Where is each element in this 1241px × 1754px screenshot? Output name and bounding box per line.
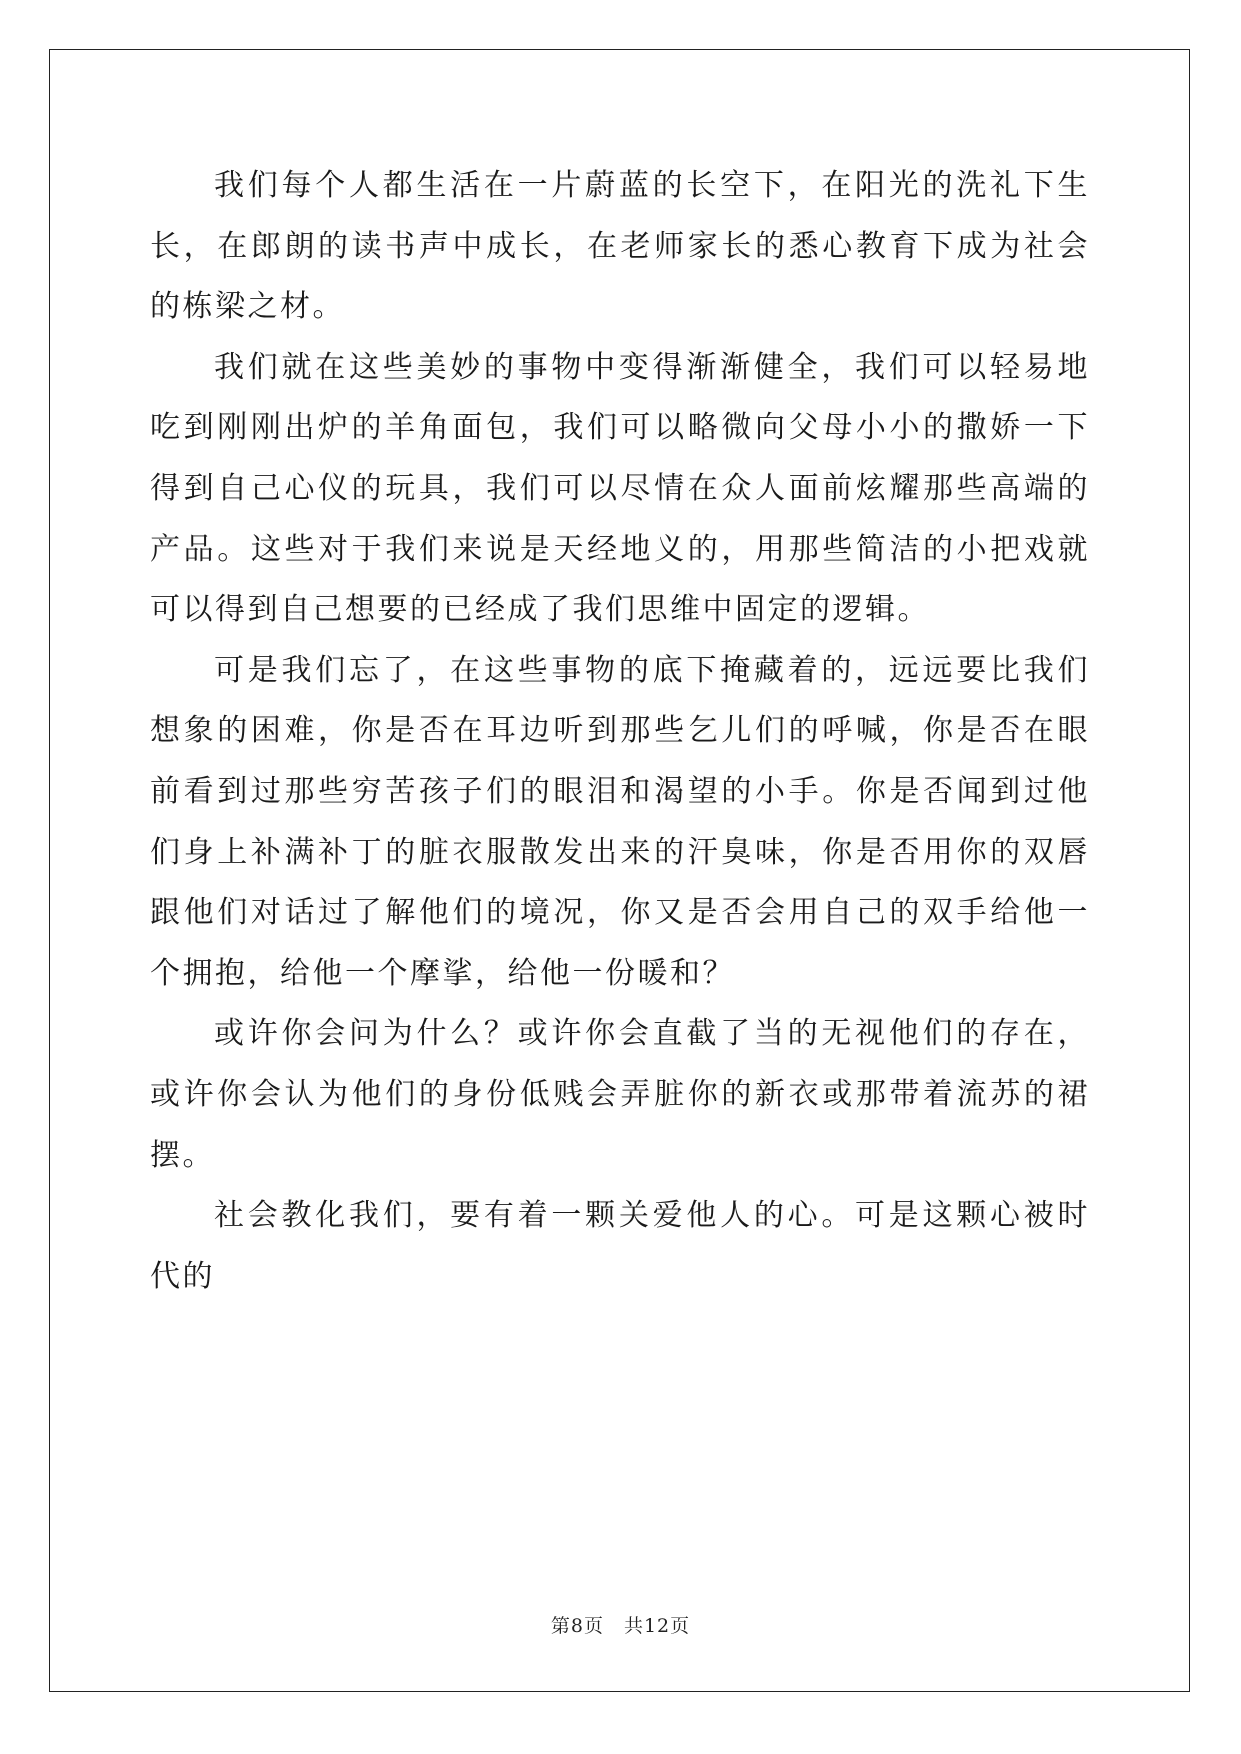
document-body (150, 156, 1090, 1307)
paragraph-1: 我们每个人都生活在一片蔚蓝的长空下，在阳光的洗礼下生长，在郎朗的读书声中成长，在老师家长的悉心教育下成为社会的栋梁之材。 (150, 168, 1090, 325)
paragraph-3: 可是我们忘了，在这些事物的底下掩藏着的，远远要比我们想象的困难，你是否在耳边听到那些乞儿们的呼喊，你是否在眼前看到过那些穷苦孩子们的眼泪和渴望的小手。你是否闻到过他们身上补满补丁的脏衣服散发出来的汗臭味，你是否用你的双唇跟他们对话过了解他们的境况，你又是否会用自己的双手给他一个拥抱，给他一个摩挲，给他一份暖和？ (150, 652, 1090, 991)
paragraph-2: 我们就在这些美妙的事物中变得渐渐健全，我们可以轻易地吃到刚刚出炉的羊角面包，我们可以略微向父母小小的撒娇一下得到自己心仪的玩具，我们可以尽情在众人面前炫耀那些高端的产品。这些对于我们来说是天经地义的，用那些简洁的小把戏就可以得到自己想要的已经成了我们思维中固定的逻辑。 (150, 349, 1090, 628)
total-pages: 共12页 (623, 1615, 691, 1637)
paragraph-4: 或许你会问为什么？或许你会直截了当的无视他们的存在，或许你会认为他们的身份低贱会弄脏你的新衣或那带着流苏的裙摆。 (150, 1016, 1090, 1173)
page-footer (0, 1611, 1241, 1638)
paragraph-5: 社会教化我们，要有着一颗关爱他人的心。可是这颗心被时代的 (150, 1198, 1090, 1294)
page-number: 第8页 (550, 1615, 604, 1637)
